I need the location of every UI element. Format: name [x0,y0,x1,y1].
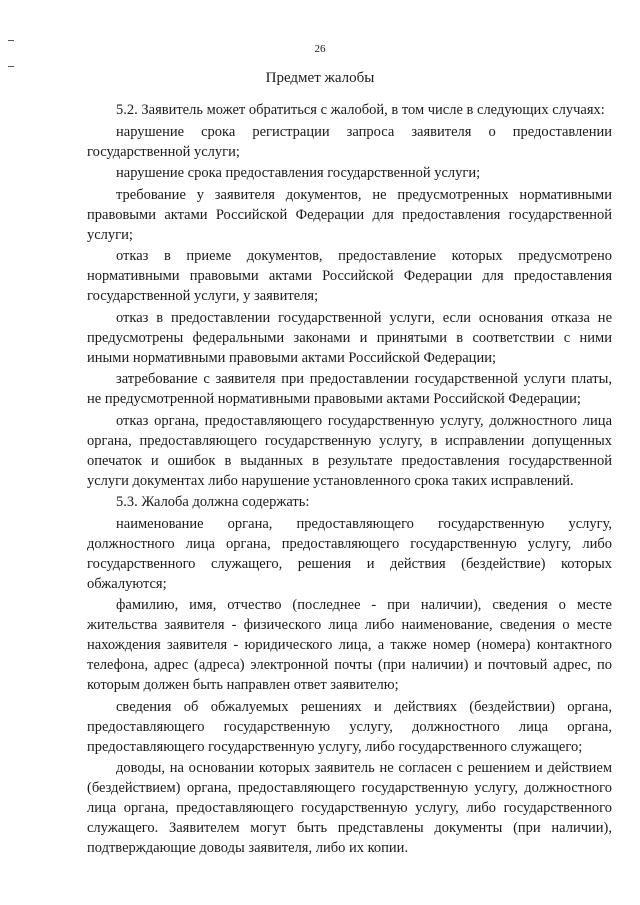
paragraph-item: нарушение срока регистрации запроса заявителя о предоставлении государственной услуги; [87,123,612,160]
page-number: 26 [314,43,326,55]
margin-mark-second [8,66,14,67]
paragraph-item: доводы, на основании которых заявитель не согласен с решением и действием (бездействием) органа, предоставляющего государственную услугу, должностного лица органа, предоставляющего государственную услугу, либо государственного служащего. Заявителем могут быть представлены документы (при наличии), подтверждающие доводы заявителя, либо их копии. [87,760,612,856]
paragraph-item: затребование с заявителя при предоставлении государственной услуги платы, не предусмотренной нормативными правовыми актами Российской Федерации; [87,371,612,407]
margin-mark-top [8,40,14,41]
body-text [87,100,612,860]
paragraph-item: отказ в предоставлении государственной услуги, если основания отказа не предусмотрены федеральными законами и принятыми в соответствии с ними иными нормативными правовыми актами Российской Федерации; [87,309,612,366]
paragraph-item: сведения об обжалуемых решениях и действиях (бездействии) органа, предоставляющего государственную услугу, должностного лица органа, предоставляющего государственную услугу, либо государственного служащего; [87,698,612,755]
paragraph-5-2-intro: 5.2. Заявитель может обратиться с жалобой, в том числе в следующих случаях: [116,102,605,118]
section-heading: Предмет жалобы [265,70,375,86]
paragraph-5-3-intro: 5.3. Жалоба должна содержать: [116,494,310,510]
paragraph-item: требование у заявителя документов, не предусмотренных нормативными правовыми актами Российской Федерации для предоставления государственной услуги; [87,186,612,243]
paragraph-item: фамилию, имя, отчество (последнее - при наличии), сведения о месте жительства заявителя - физического лица либо наименование, сведения о месте нахождения заявителя - юридического лица, а также номер (номера) контактного телефона, адрес (адреса) электронной почты (при наличии) и почтовый адрес, по которым должен быть направлен ответ заявителю; [87,597,612,693]
paragraph-item: отказ в приеме документов, предоставление которых предусмотрено нормативными правовыми актами Российской Федерации для предоставления государственной услуги, у заявителя; [87,248,612,304]
paragraph-item: отказ органа, предоставляющего государственную услугу, должностного лица органа, предоставляющего государственную услугу, в исправлении допущенных опечаток и ошибок в выданных в результате предоставления государственной услуги документах либо нарушение установленного срока таких исправлений. [87,412,612,489]
paragraph-item: наименование органа, предоставляющего государственную услугу, должностного лица органа, предоставляющего государственную услугу, либо государственного служащего, решения и действия (бездействие) которых обжалуются; [87,515,612,592]
paragraph-item: нарушение срока предоставления государственной услуги; [116,165,481,181]
